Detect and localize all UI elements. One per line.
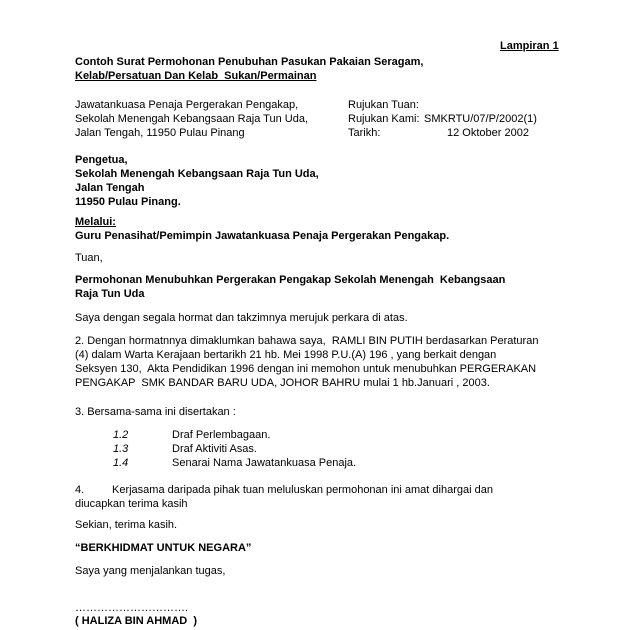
paragraph-2-line: PENGAKAP SMK BANDAR BARU UDA, JOHOR BAHRU mulai 1 hb.Januari , 2003. [75,377,490,389]
subject-line1: Permohonan Menubuhkan Pergerakan Pengakap Sekolah Menengah Kebangsaan [75,274,506,286]
tarikh-value: 12 Oktober 2002 [447,127,529,139]
paragraph-1: Saya dengan segala hormat dan takzimnya merujuk perkara di atas. [75,312,408,324]
attachment-number: 1.2 [113,429,129,441]
signoff: Saya yang menjalankan tugas, [75,565,226,577]
attachment-label: Lampiran 1 [500,40,559,52]
recipient-line: Sekolah Menengah Kebangsaan Raja Tun Uda, [75,168,319,180]
attachment-number: 1.3 [113,443,129,455]
sender-line: Sekolah Menengah Kebangsaan Raja Tun Uda, [75,113,309,125]
paragraph-3: 3. Bersama-sama ini disertakan : [75,406,236,418]
salutation: Tuan, [75,252,103,264]
rujukan-tuan-label: Rujukan Tuan: [348,99,419,111]
motto: “BERKHIDMAT UNTUK NEGARA” [75,542,252,554]
paragraph-2-line: Seksyen 130, Akta Pendidikan 1996 dengan ini memohon untuk menubuhkan PERGERAKAN [75,363,537,375]
signature-line: …………………………. [75,602,189,614]
melalui-value: Guru Penasihat/Pemimpin Jawatankuasa Penaja Pergerakan Pengakap. [75,230,450,242]
paragraph-4-line2: diucapkan terima kasih [75,498,188,510]
sender-line: Jalan Tengah, 11950 Pulau Pinang [75,127,245,139]
document-heading-line2: Kelab/Persatuan Dan Kelab Sukan/Permainan [75,70,317,82]
recipient-line: 11950 Pulau Pinang. [75,196,181,208]
attachment-item: Draf Perlembagaan. [172,429,271,441]
rujukan-kami-value: SMKRTU/07/P/2002(1) [424,113,537,125]
paragraph-2-line: 2. Dengan hormatnnya dimaklumkan bahawa saya, RAMLI BIN PUTIH berdasarkan Peraturan [75,335,539,347]
paragraph-4-number: 4. [75,484,85,496]
melalui-label: Melalui: [75,216,116,228]
tarikh-label: Tarikh: [348,127,381,139]
paragraph-4-line1: Kerjasama daripada pihak tuan meluluskan permohonan ini amat dihargai dan [112,484,493,496]
document-heading-line1: Contoh Surat Permohonan Penubuhan Pasukan Pakaian Seragam, [75,56,424,68]
attachment-item: Draf Aktiviti Asas. [172,443,257,455]
subject-line2: Raja Tun Uda [75,288,145,300]
closing-remark: Sekian, terima kasih. [75,519,178,531]
sender-line: Jawatankuasa Penaja Pergerakan Pengakap, [75,99,299,111]
recipient-line: Jalan Tengah [75,182,145,194]
attachment-number: 1.4 [113,457,129,469]
signatory-name: ( HALIZA BIN AHMAD ) [75,615,197,627]
attachment-item: Senarai Nama Jawatankuasa Penaja. [172,457,357,469]
paragraph-2-line: (4) dalam Warta Kerajaan bertarikh 21 hb. Mei 1998 P.U.(A) 196 , yang berkait dengan [75,349,497,361]
rujukan-kami-label: Rujukan Kami: [348,113,420,125]
recipient-line: Pengetua, [75,154,128,166]
